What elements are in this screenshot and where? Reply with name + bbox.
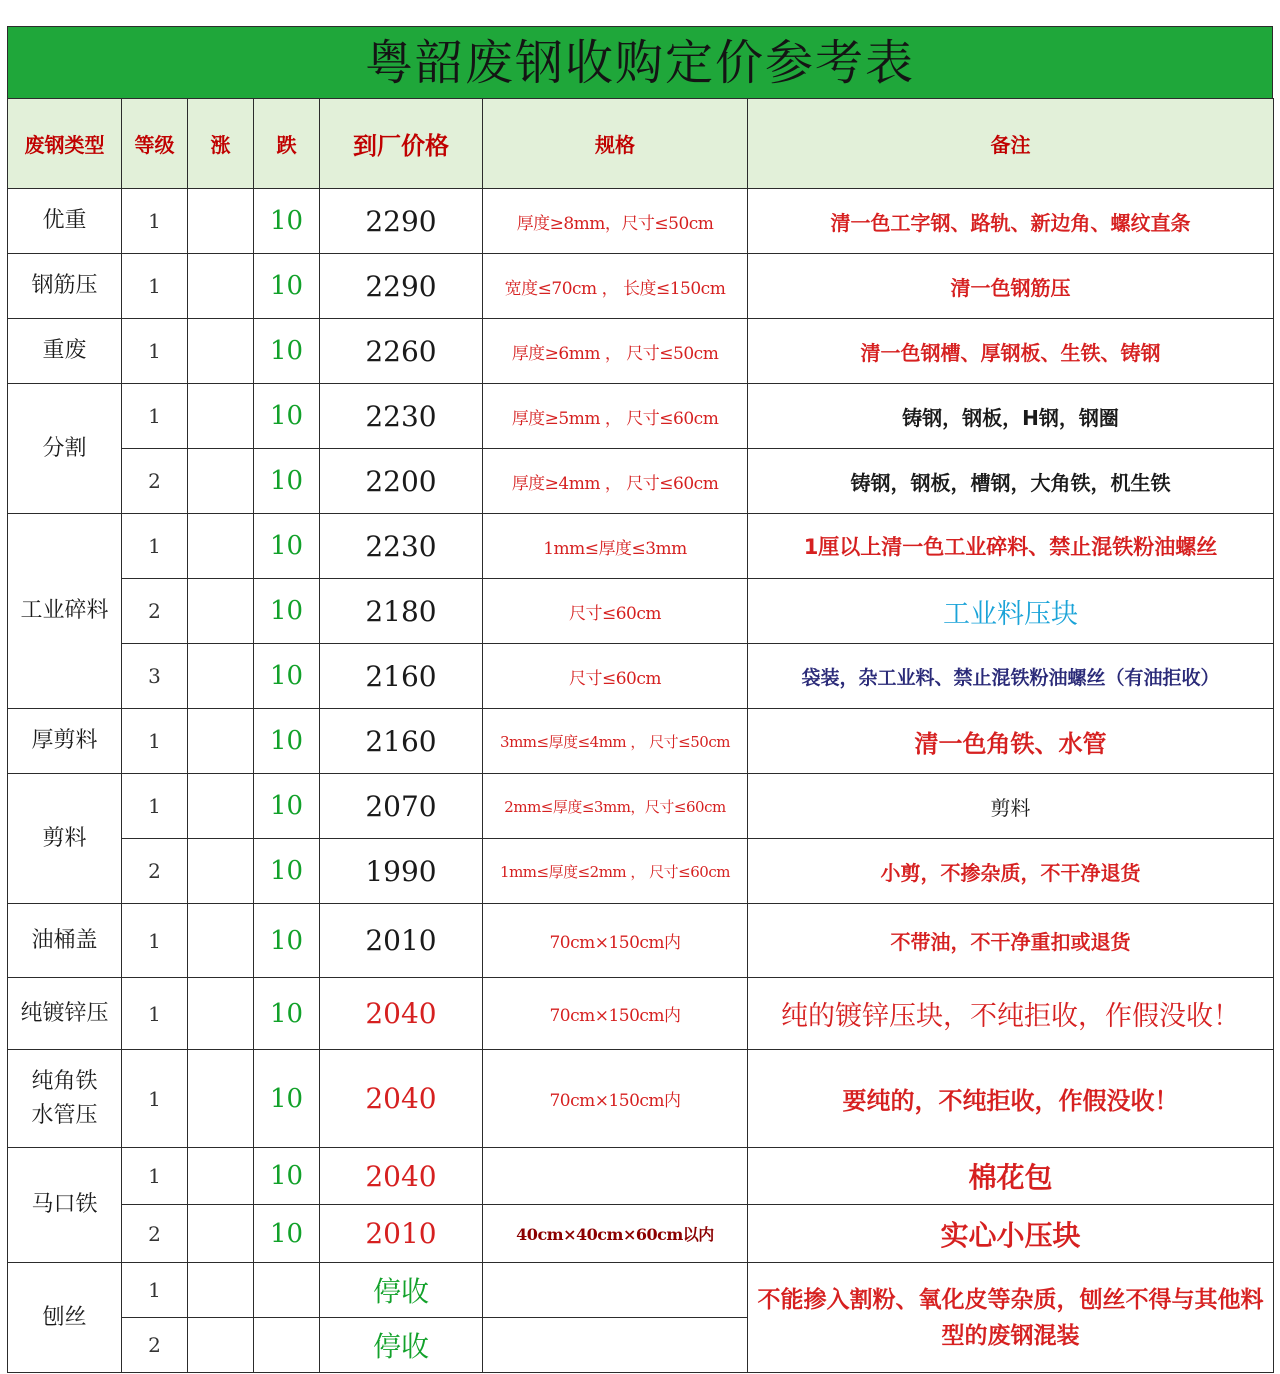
row-drop: 10 xyxy=(254,189,320,254)
row-rise xyxy=(188,189,254,254)
row-type xyxy=(8,1050,122,1148)
row-drop: 10 xyxy=(254,254,320,319)
row-price: 2160 xyxy=(320,709,483,774)
row-note: 铸钢，钢板，槽钢，大角铁，机生铁 xyxy=(748,449,1274,514)
row-spec: 3mm≤厚度≤4mm ， 尺寸≤50cm xyxy=(483,709,748,774)
row-note: 工业料压块 xyxy=(748,579,1274,644)
price-table xyxy=(7,98,1274,1373)
row-grade: 1 xyxy=(122,1148,188,1205)
table-row xyxy=(8,709,1274,774)
row-note: 剪料 xyxy=(748,774,1274,839)
row-drop xyxy=(254,1263,320,1318)
table-row xyxy=(8,644,1274,709)
sheet-title: 粤韶废钢收购定价参考表 xyxy=(7,26,1273,98)
row-drop: 10 xyxy=(254,839,320,904)
row-spec: 40cm×40cm×60cm以内 xyxy=(483,1205,748,1263)
row-drop xyxy=(254,1318,320,1373)
row-spec: 厚度≥8mm，尺寸≤50cm xyxy=(483,189,748,254)
row-type: 马口铁 xyxy=(8,1148,122,1263)
row-rise xyxy=(188,644,254,709)
row-price: 2290 xyxy=(320,254,483,319)
row-rise xyxy=(188,254,254,319)
row-grade: 1 xyxy=(122,514,188,579)
table-row xyxy=(8,319,1274,384)
row-rise xyxy=(188,514,254,579)
row-spec xyxy=(483,1148,748,1205)
row-spec: 尺寸≤60cm xyxy=(483,579,748,644)
row-spec: 厚度≥5mm ， 尺寸≤60cm xyxy=(483,384,748,449)
row-note: 实心小压块 xyxy=(748,1205,1274,1263)
row-price: 2070 xyxy=(320,774,483,839)
row-spec: 厚度≥4mm ， 尺寸≤60cm xyxy=(483,449,748,514)
row-drop: 10 xyxy=(254,774,320,839)
row-rise xyxy=(188,579,254,644)
row-type-line1: 纯角铁 xyxy=(31,1068,98,1094)
row-rise xyxy=(188,978,254,1050)
row-type: 钢筋压 xyxy=(8,254,122,319)
row-price: 1990 xyxy=(320,839,483,904)
row-note: 清一色钢槽、厚钢板、生铁、铸钢 xyxy=(748,319,1274,384)
row-grade: 1 xyxy=(122,709,188,774)
row-price: 2040 xyxy=(320,1148,483,1205)
row-drop: 10 xyxy=(254,904,320,978)
row-drop: 10 xyxy=(254,1148,320,1205)
row-grade: 1 xyxy=(122,319,188,384)
row-note: 纯的镀锌压块，不纯拒收，作假没收！ xyxy=(748,978,1274,1050)
row-note: 不带油，不干净重扣或退货 xyxy=(748,904,1274,978)
row-drop: 10 xyxy=(254,978,320,1050)
row-type: 重废 xyxy=(8,319,122,384)
row-price: 2230 xyxy=(320,514,483,579)
row-price: 2160 xyxy=(320,644,483,709)
row-type: 刨丝 xyxy=(8,1263,122,1373)
row-note: 铸钢，钢板，H钢，钢圈 xyxy=(748,384,1274,449)
row-spec xyxy=(483,1318,748,1373)
header-row xyxy=(8,99,1274,189)
table-row xyxy=(8,1148,1274,1205)
row-note: 不能掺入割粉、氧化皮等杂质，刨丝不得与其他料型的废钢混装 xyxy=(748,1263,1274,1373)
row-rise xyxy=(188,384,254,449)
table-row xyxy=(8,978,1274,1050)
row-spec xyxy=(483,1263,748,1318)
row-type: 纯镀锌压 xyxy=(8,978,122,1050)
row-price: 2180 xyxy=(320,579,483,644)
row-spec: 70cm×150cm内 xyxy=(483,978,748,1050)
row-grade: 2 xyxy=(122,449,188,514)
header-type: 废钢类型 xyxy=(8,99,122,189)
row-note: 1厘以上清一色工业碎料、禁止混铁粉油螺丝 xyxy=(748,514,1274,579)
row-grade: 1 xyxy=(122,904,188,978)
row-rise xyxy=(188,1205,254,1263)
row-drop: 10 xyxy=(254,449,320,514)
row-price: 2040 xyxy=(320,978,483,1050)
row-type: 优重 xyxy=(8,189,122,254)
row-drop: 10 xyxy=(254,579,320,644)
row-price: 2010 xyxy=(320,1205,483,1263)
row-spec: 尺寸≤60cm xyxy=(483,644,748,709)
header-grade: 等级 xyxy=(122,99,188,189)
row-price: 停收 xyxy=(320,1263,483,1318)
row-spec: 70cm×150cm内 xyxy=(483,1050,748,1148)
row-rise xyxy=(188,839,254,904)
row-rise xyxy=(188,709,254,774)
row-note: 清一色工字钢、路轨、新边角、螺纹直条 xyxy=(748,189,1274,254)
row-spec: 1mm≤厚度≤3mm xyxy=(483,514,748,579)
row-price: 2040 xyxy=(320,1050,483,1148)
row-grade: 1 xyxy=(122,1050,188,1148)
table-row xyxy=(8,254,1274,319)
row-rise xyxy=(188,904,254,978)
row-drop: 10 xyxy=(254,319,320,384)
row-rise xyxy=(188,1050,254,1148)
row-rise xyxy=(188,449,254,514)
row-note: 棉花包 xyxy=(748,1148,1274,1205)
row-grade: 1 xyxy=(122,978,188,1050)
header-rise: 涨 xyxy=(188,99,254,189)
row-note: 清一色角铁、水管 xyxy=(748,709,1274,774)
table-row xyxy=(8,774,1274,839)
row-drop: 10 xyxy=(254,644,320,709)
row-note: 要纯的，不纯拒收，作假没收！ xyxy=(748,1050,1274,1148)
table-row xyxy=(8,384,1274,449)
row-drop: 10 xyxy=(254,514,320,579)
row-drop: 10 xyxy=(254,1050,320,1148)
table-row xyxy=(8,1205,1274,1263)
row-type: 工业碎料 xyxy=(8,514,122,709)
row-grade: 1 xyxy=(122,774,188,839)
row-grade: 2 xyxy=(122,839,188,904)
row-rise xyxy=(188,774,254,839)
row-note: 小剪，不掺杂质，不干净退货 xyxy=(748,839,1274,904)
row-drop: 10 xyxy=(254,1205,320,1263)
price-sheet xyxy=(7,26,1273,1373)
row-type-line2: 水管压 xyxy=(31,1102,98,1128)
row-grade: 2 xyxy=(122,1318,188,1373)
row-note: 袋装，杂工业料、禁止混铁粉油螺丝（有油拒收） xyxy=(748,644,1274,709)
row-grade: 2 xyxy=(122,1205,188,1263)
table-row xyxy=(8,1263,1274,1318)
table-row xyxy=(8,449,1274,514)
row-grade: 1 xyxy=(122,1263,188,1318)
row-rise xyxy=(188,319,254,384)
table-row xyxy=(8,839,1274,904)
header-drop: 跌 xyxy=(254,99,320,189)
row-price: 2010 xyxy=(320,904,483,978)
row-grade: 3 xyxy=(122,644,188,709)
row-spec: 2mm≤厚度≤3mm，尺寸≤60cm xyxy=(483,774,748,839)
table-row xyxy=(8,1050,1274,1148)
row-type: 油桶盖 xyxy=(8,904,122,978)
table-row xyxy=(8,189,1274,254)
row-grade: 1 xyxy=(122,189,188,254)
row-spec: 厚度≥6mm ， 尺寸≤50cm xyxy=(483,319,748,384)
row-type: 厚剪料 xyxy=(8,709,122,774)
row-grade: 1 xyxy=(122,384,188,449)
row-price: 2290 xyxy=(320,189,483,254)
row-rise xyxy=(188,1318,254,1373)
row-spec: 70cm×150cm内 xyxy=(483,904,748,978)
row-grade: 1 xyxy=(122,254,188,319)
row-drop: 10 xyxy=(254,709,320,774)
header-spec: 规格 xyxy=(483,99,748,189)
row-spec: 宽度≤70cm ， 长度≤150cm xyxy=(483,254,748,319)
header-price: 到厂价格 xyxy=(320,99,483,189)
table-row xyxy=(8,904,1274,978)
header-note: 备注 xyxy=(748,99,1274,189)
row-drop: 10 xyxy=(254,384,320,449)
row-price: 2230 xyxy=(320,384,483,449)
row-spec: 1mm≤厚度≤2mm ， 尺寸≤60cm xyxy=(483,839,748,904)
row-rise xyxy=(188,1148,254,1205)
row-price: 2200 xyxy=(320,449,483,514)
table-row xyxy=(8,579,1274,644)
row-grade: 2 xyxy=(122,579,188,644)
row-rise xyxy=(188,1263,254,1318)
table-row xyxy=(8,514,1274,579)
row-type: 剪料 xyxy=(8,774,122,904)
row-type: 分割 xyxy=(8,384,122,514)
row-note: 清一色钢筋压 xyxy=(748,254,1274,319)
row-price: 2260 xyxy=(320,319,483,384)
row-price: 停收 xyxy=(320,1318,483,1373)
